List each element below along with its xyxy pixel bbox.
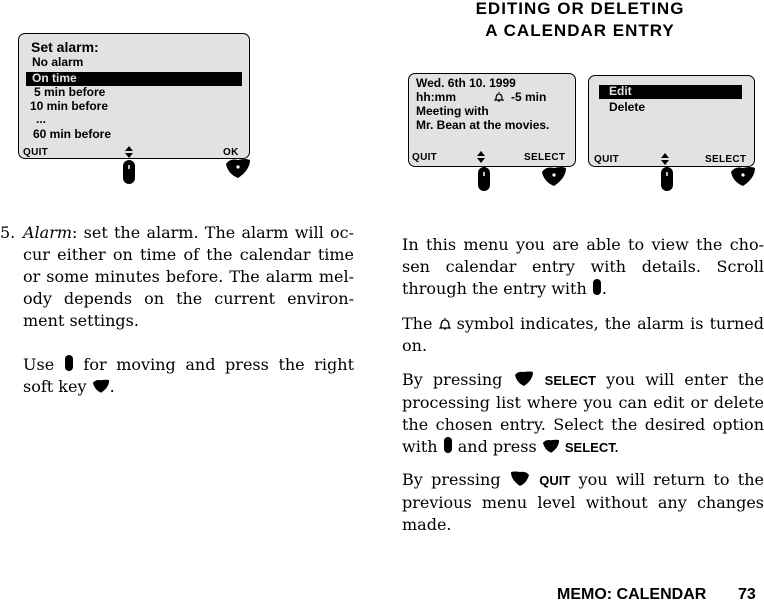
p3-select-key-2: SELECT. [564, 440, 619, 455]
up-down-arrow-icon [661, 153, 669, 165]
entry-text-line2: Mr. Bean at the movies. [416, 118, 550, 132]
right-softkey-icon [92, 379, 110, 394]
alarm-description-text: : set the alarm. The alarm will oc-cur either on time of the calendar time or some minutes before. The alarm mel-ody depends on the current environ-ment settings. [23, 223, 354, 330]
use-text-b: for moving and press the right soft key [23, 355, 355, 396]
use-text-a: Use [23, 355, 55, 374]
p4-text-a: By pressing [402, 470, 501, 489]
alarm-option-5-min[interactable]: 5 min before [34, 85, 106, 99]
right-softkey-icon [513, 371, 535, 387]
use-instruction [23, 354, 354, 398]
up-down-arrow-icon [125, 146, 133, 158]
alarm-screen-title: Set alarm: [31, 39, 99, 55]
section-heading-line1: EDITING OR DELETING [475, 0, 685, 18]
entry-detail-screen [408, 73, 576, 167]
p3-text-c: and press [457, 437, 537, 456]
p3-text-a: By pressing [402, 370, 503, 389]
p4-text-b: you will return to the previous menu level without any changes made. [402, 470, 764, 534]
scroll-key-icon [592, 278, 602, 296]
item-number: 5. [0, 223, 16, 242]
quit-softkey-label: QUIT [412, 152, 438, 163]
scroll-key-icon[interactable] [660, 166, 674, 192]
p2-text-b: symbol indicates, the alarm is turned on. [402, 314, 764, 355]
alarm-term: Alarm [23, 223, 73, 242]
paragraph-alarm-symbol [402, 313, 764, 357]
right-softkey-icon[interactable] [224, 158, 252, 180]
alarm-option-no-alarm[interactable]: No alarm [32, 55, 84, 69]
edit-delete-screen [588, 75, 755, 167]
alarm-bell-icon [494, 91, 504, 103]
footer-section-title: MEMO: CALENDAR [557, 586, 707, 603]
ok-softkey-label: OK [223, 147, 239, 158]
right-softkey-icon[interactable] [729, 166, 757, 188]
alarm-description [23, 222, 354, 332]
alarm-screen [18, 33, 250, 159]
scroll-key-icon[interactable] [122, 159, 136, 185]
alarm-bell-icon [439, 317, 451, 331]
paragraph-quit [402, 469, 764, 536]
p4-quit-key: QUIT [539, 473, 571, 488]
delete-option[interactable]: Delete [609, 100, 646, 114]
entry-alarm-offset: -5 min [511, 90, 547, 104]
edit-option[interactable]: Edit [609, 84, 632, 98]
paragraph-view-entry [402, 234, 764, 300]
quit-softkey-label: QUIT [594, 154, 620, 165]
alarm-option-on-time[interactable]: On time [32, 71, 77, 85]
p1-text: In this menu you are able to view the cho-sen calendar entry with details. Scroll through the entry with [402, 235, 764, 298]
alarm-option-60-min[interactable]: 60 min before [33, 127, 112, 141]
p3-text-b: you will enter the processing list where you can edit or delete the chosen entry. Select the desired option with [402, 370, 764, 456]
use-text-c: . [109, 377, 115, 396]
right-softkey-icon[interactable] [540, 166, 568, 188]
section-heading-line2: A CALENDAR ENTRY [485, 21, 675, 40]
entry-time: hh:mm [416, 90, 456, 104]
quit-softkey-label: QUIT [23, 147, 49, 158]
page-number: 73 [738, 586, 756, 603]
select-softkey-label: SELECT [524, 152, 566, 163]
up-down-arrow-icon [477, 151, 485, 163]
p2-text-a: The [402, 314, 433, 333]
select-softkey-label: SELECT [705, 154, 747, 165]
alarm-option-ellipsis: ... [36, 112, 47, 126]
entry-text-line1: Meeting with [416, 104, 489, 118]
left-softkey-icon [509, 471, 531, 487]
right-softkey-icon [542, 439, 560, 454]
p3-select-key: SELECT [544, 373, 596, 388]
p1-end: . [601, 279, 607, 298]
alarm-option-10-min[interactable]: 10 min before [30, 99, 109, 113]
scroll-key-icon [64, 354, 74, 372]
entry-date: Wed. 6th 10. 1999 [416, 76, 516, 90]
scroll-key-icon[interactable] [477, 166, 491, 192]
paragraph-select [402, 369, 764, 459]
scroll-key-icon [443, 436, 453, 454]
